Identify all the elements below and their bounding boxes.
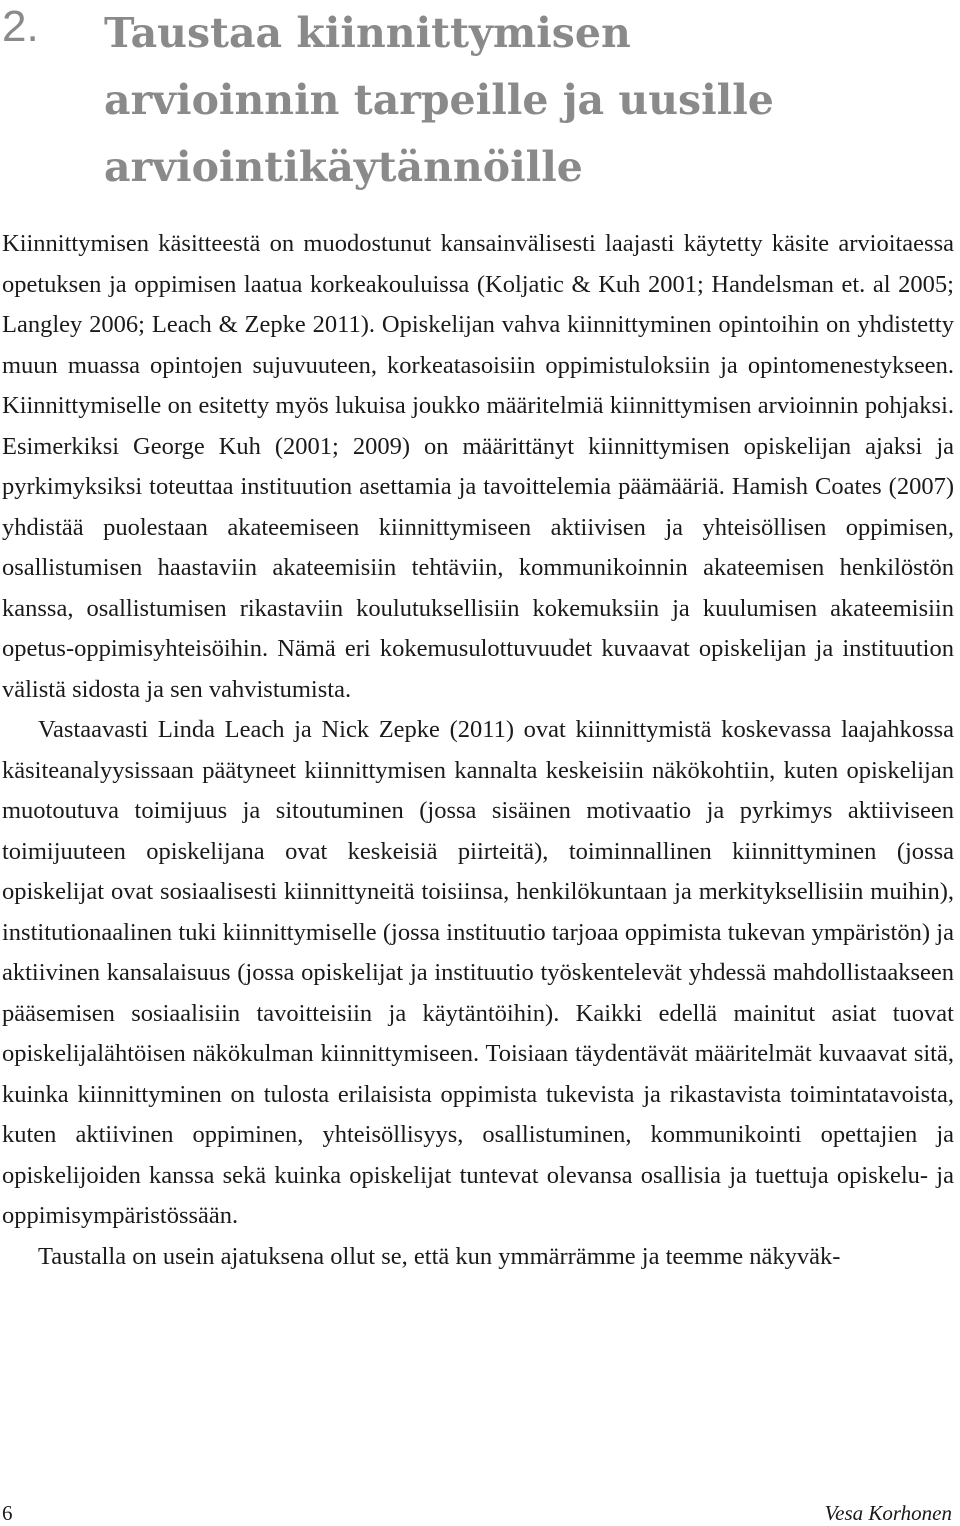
chapter-title-line: arvioinnin tarpeille ja uusille [104, 76, 774, 124]
paragraph: Vastaavasti Linda Leach ja Nick Zepke (2011) ovat kiinnittymistä koskevassa laajahkossa käsiteanalyysissaan päätyneet kiinnittymisen kannalta keskeisiin näkökohtiin, kuten opiskelijan muotoutuva toimijuus ja sitoutuminen (jossa sisäinen motivaatio ja pyrkimys aktiiviseen toimijuuteen opiskelijana ovat keskeisiä piirteitä), toiminnallinen kiinnittyminen (jossa opiskelijat ovat sosiaalisesti kiinnittyneitä toisiinsa, henkilökuntaan ja merkityksellisiin muihin), institutionaalinen tuki kiinnittymiselle (jossa instituutio tarjoaa oppimista tukevan ympäristön) ja aktiivinen kansalaisuus (jossa opiskelijat ja instituutio työskentelevät yhdessä mahdollistaakseen pääsemisen sosiaalisiin tavoitteisiin ja käytäntöihin). Kaikki edellä mainitut asiat tuovat opiskelijalähtöisen näkökulman kiinnittymiseen. Toisiaan täydentävät määritelmät kuvaavat sitä, kuinka kiinnittyminen on tulosta erilaisista oppimista tukevista ja rikastavista toimintatavoista, kuten aktiivinen oppiminen, yhteisöllisyys, osallistuminen, kommunikointi opettajien ja opiskelijoiden kanssa sekä kuinka opiskelijat tuntevat olevansa osallisia ja tuettuja opiskelu- ja oppimisympäristössään. [2, 716, 954, 1229]
chapter-number: 2. [2, 2, 39, 51]
footer-author: Vesa Korhonen [824, 1501, 952, 1525]
chapter-title-line: Taustaa kiinnittymisen [104, 9, 631, 57]
page-number: 6 [2, 1501, 13, 1525]
chapter-title [104, 0, 944, 201]
paragraph: Kiinnittymisen käsitteestä on muodostunut kansainvälisesti laajasti käytetty käsite arvioitaessa opetuksen ja oppimisen laatua korkeakouluissa (Koljatic & Kuh 2001; Handelsman et. al 2005; Langley 2006; Leach & Zepke 2011). Opiskelijan vahva kiinnittyminen opintoihin on yhdistetty muun muassa opintojen sujuvuuteen, korkeatasoisiin oppimistuloksiin ja opintomenestykseen. Kiinnittymiselle on esitetty myös lukuisa joukko määritelmiä kiinnittymisen arvioinnin pohjaksi. Esimerkiksi George Kuh (2001; 2009) on määrittänyt kiinnittymisen opiskelijan ajaksi ja pyrkimyksiksi toteuttaa instituution asettamia ja tavoittelemia päämääriä. Hamish Coates (2007) yhdistää puolestaan akateemiseen kiinnittymiseen aktiivisen ja yhteisöllisen oppimisen, osallistumisen haastaviin akateemisiin tehtäviin, kommunikoinnin akateemisen henkilöstön kanssa, osallistumisen rikastaviin koulutuksellisiin kokemuksiin ja kuulumisen akateemisiin opetus-oppimisyhteisöihin. Nämä eri kokemusulottuvuudet kuvaavat opiskelijan ja instituution välistä sidosta ja sen vahvistumista. [2, 230, 954, 703]
body-text [2, 224, 954, 1277]
chapter-heading [0, 0, 960, 200]
chapter-title-line: arviointikäytännöille [104, 143, 583, 191]
paragraph: Taustalla on usein ajatuksena ollut se, että kun ymmärrämme ja teemme näkyväk- [38, 1242, 841, 1270]
